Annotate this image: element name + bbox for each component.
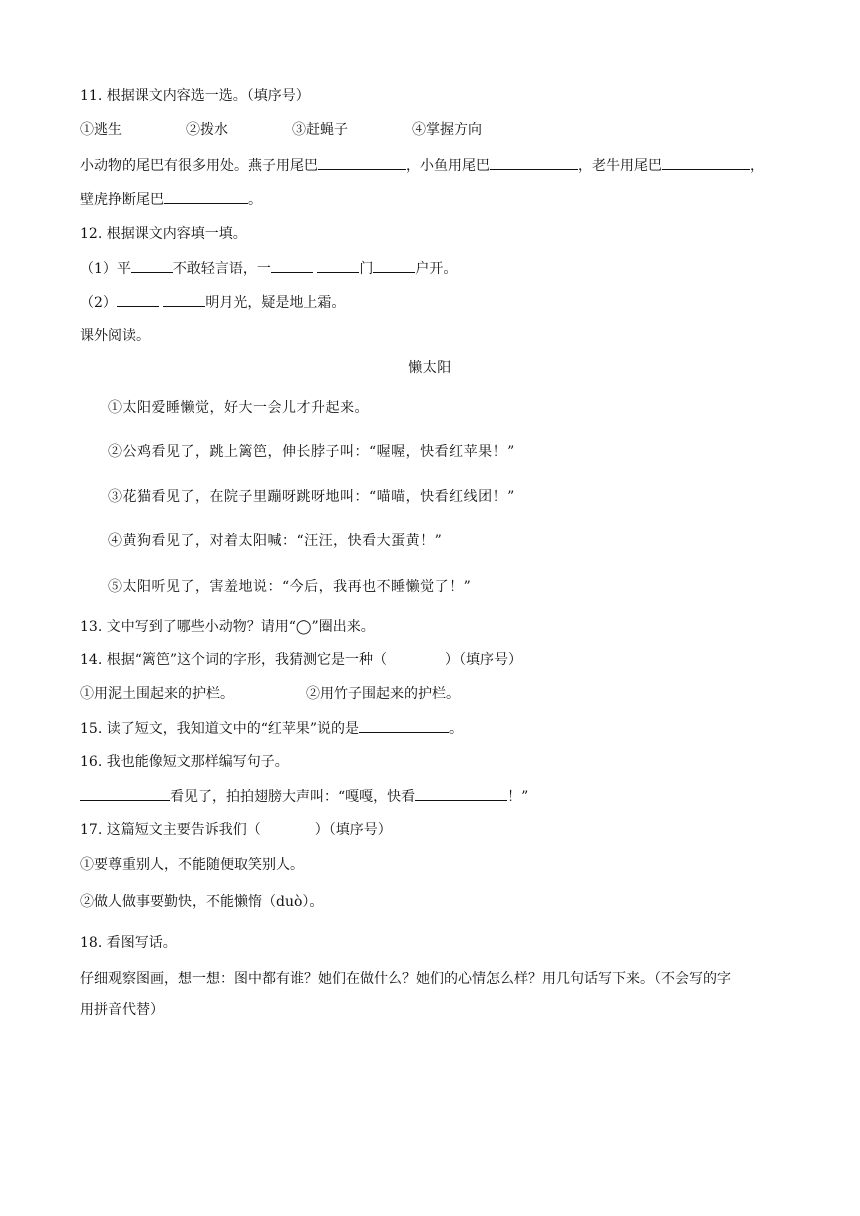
q12-blank-6[interactable] <box>163 292 205 307</box>
reading-heading: 课外阅读。 <box>80 328 150 344</box>
q17-option-2: ②做人做事要勤快，不能懒惰（duò）。 <box>80 894 324 910</box>
q11-blank-ox[interactable] <box>662 155 750 170</box>
q11-title: 11. 根据课文内容选一选。（填序号） <box>80 88 310 104</box>
q12-text-2a: （2） <box>80 295 117 311</box>
q13-text: 13. 文中写到了哪些小动物？请用“◯”圈出来。 <box>80 619 375 635</box>
q12-text-1b: 不敢轻言语，一 <box>172 261 271 277</box>
q12-text-1a: （1）平 <box>80 261 131 277</box>
q18-instruction-line2: 用拼音代替） <box>80 1002 164 1018</box>
q12-blank-3[interactable] <box>317 258 359 273</box>
q12-text-1c: 门 <box>359 261 374 277</box>
story-para-5: ⑤太阳听见了，害羞地说：“今后，我再也不睡懒觉了！” <box>108 579 472 595</box>
q16-text-a: 看见了，拍拍翅膀大声叫：“嘎嘎，快看 <box>170 789 416 805</box>
q15-text-a: 15. 读了短文，我知道文中的“红苹果”说的是 <box>80 721 360 737</box>
q11-text-fish: ，小鱼用尾巴 <box>406 158 490 174</box>
q16-text-b: ！” <box>507 789 529 805</box>
q14-option-2: ②用竹子围起来的护栏。 <box>306 686 460 702</box>
q11-options <box>80 120 482 140</box>
q12-line2 <box>80 292 345 313</box>
q11-text-gecko: 壁虎挣断尾巴 <box>80 192 164 208</box>
q11-text-comma: ， <box>750 158 764 174</box>
q14-question <box>80 650 522 670</box>
q11-option-4: ④掌握方向 <box>412 122 482 138</box>
q11-sentence-line2 <box>80 189 262 210</box>
story-para-2: ②公鸡看见了，跳上篱笆，伸长脖子叫：“喔喔，快看红苹果！” <box>108 444 515 460</box>
q17-question <box>80 820 392 840</box>
q18-title: 18. 看图写话。 <box>80 935 177 951</box>
q14-text-a: 14. 根据“篱笆”这个词的字形，我猜测它是一种（ <box>80 652 388 668</box>
q16-line <box>80 786 528 807</box>
q15-text-b: 。 <box>449 721 464 737</box>
q11-blank-fish[interactable] <box>490 155 578 170</box>
q11-option-3: ③赶蝇子 <box>292 122 348 138</box>
q11-blank-gecko[interactable] <box>164 189 248 204</box>
q11-blank-swallow[interactable] <box>318 155 406 170</box>
q16-blank-object[interactable] <box>415 786 507 801</box>
q15-blank[interactable] <box>359 718 449 733</box>
q16-blank-animal[interactable] <box>80 786 170 801</box>
story-title: 懒太阳 <box>408 360 452 376</box>
q12-blank-4[interactable] <box>373 258 415 273</box>
q14-options <box>80 684 460 704</box>
q18-instruction-line1: 仔细观察图画，想一想：图中都有谁？她们在做什么？她们的心情怎么样？用几句话写下来。（不会写的字 <box>80 971 731 987</box>
q12-title: 12. 根据课文内容填一填。 <box>80 226 247 242</box>
q11-option-2: ②拨水 <box>186 122 228 138</box>
q15-question <box>80 718 463 739</box>
q11-option-1: ①逃生 <box>80 122 122 138</box>
q12-line1 <box>80 258 457 279</box>
q16-title: 16. 我也能像短文那样编写句子。 <box>80 754 289 770</box>
q14-text-b: ）（填序号） <box>445 652 523 668</box>
q12-blank-2[interactable] <box>271 258 313 273</box>
q17-option-1: ①要尊重别人，不能随便取笑别人。 <box>80 857 304 873</box>
q12-text-2b: 明月光，疑是地上霜。 <box>205 295 346 311</box>
q11-text-swallow: 小动物的尾巴有很多用处。燕子用尾巴 <box>80 158 318 174</box>
story-para-3: ③花猫看见了，在院子里蹦呀跳呀地叫：“喵喵，快看红线团！” <box>108 489 515 505</box>
q12-blank-1[interactable] <box>131 258 173 273</box>
q11-text-period: 。 <box>248 192 262 208</box>
q14-option-1: ①用泥土围起来的护栏。 <box>80 686 234 702</box>
q12-text-1d: 户开。 <box>415 261 458 277</box>
q12-blank-5[interactable] <box>117 292 159 307</box>
q17-text-b: ）（填序号） <box>314 822 392 838</box>
q11-sentence-line1 <box>80 155 764 176</box>
story-para-1: ①太阳爱睡懒觉，好大一会儿才升起来。 <box>108 400 369 416</box>
story-para-4: ④黄狗看见了，对着太阳喊：“汪汪，快看大蛋黄！” <box>108 533 443 549</box>
q11-text-ox: ，老牛用尾巴 <box>578 158 662 174</box>
q17-text-a: 17. 这篇短文主要告诉我们（ <box>80 822 261 838</box>
